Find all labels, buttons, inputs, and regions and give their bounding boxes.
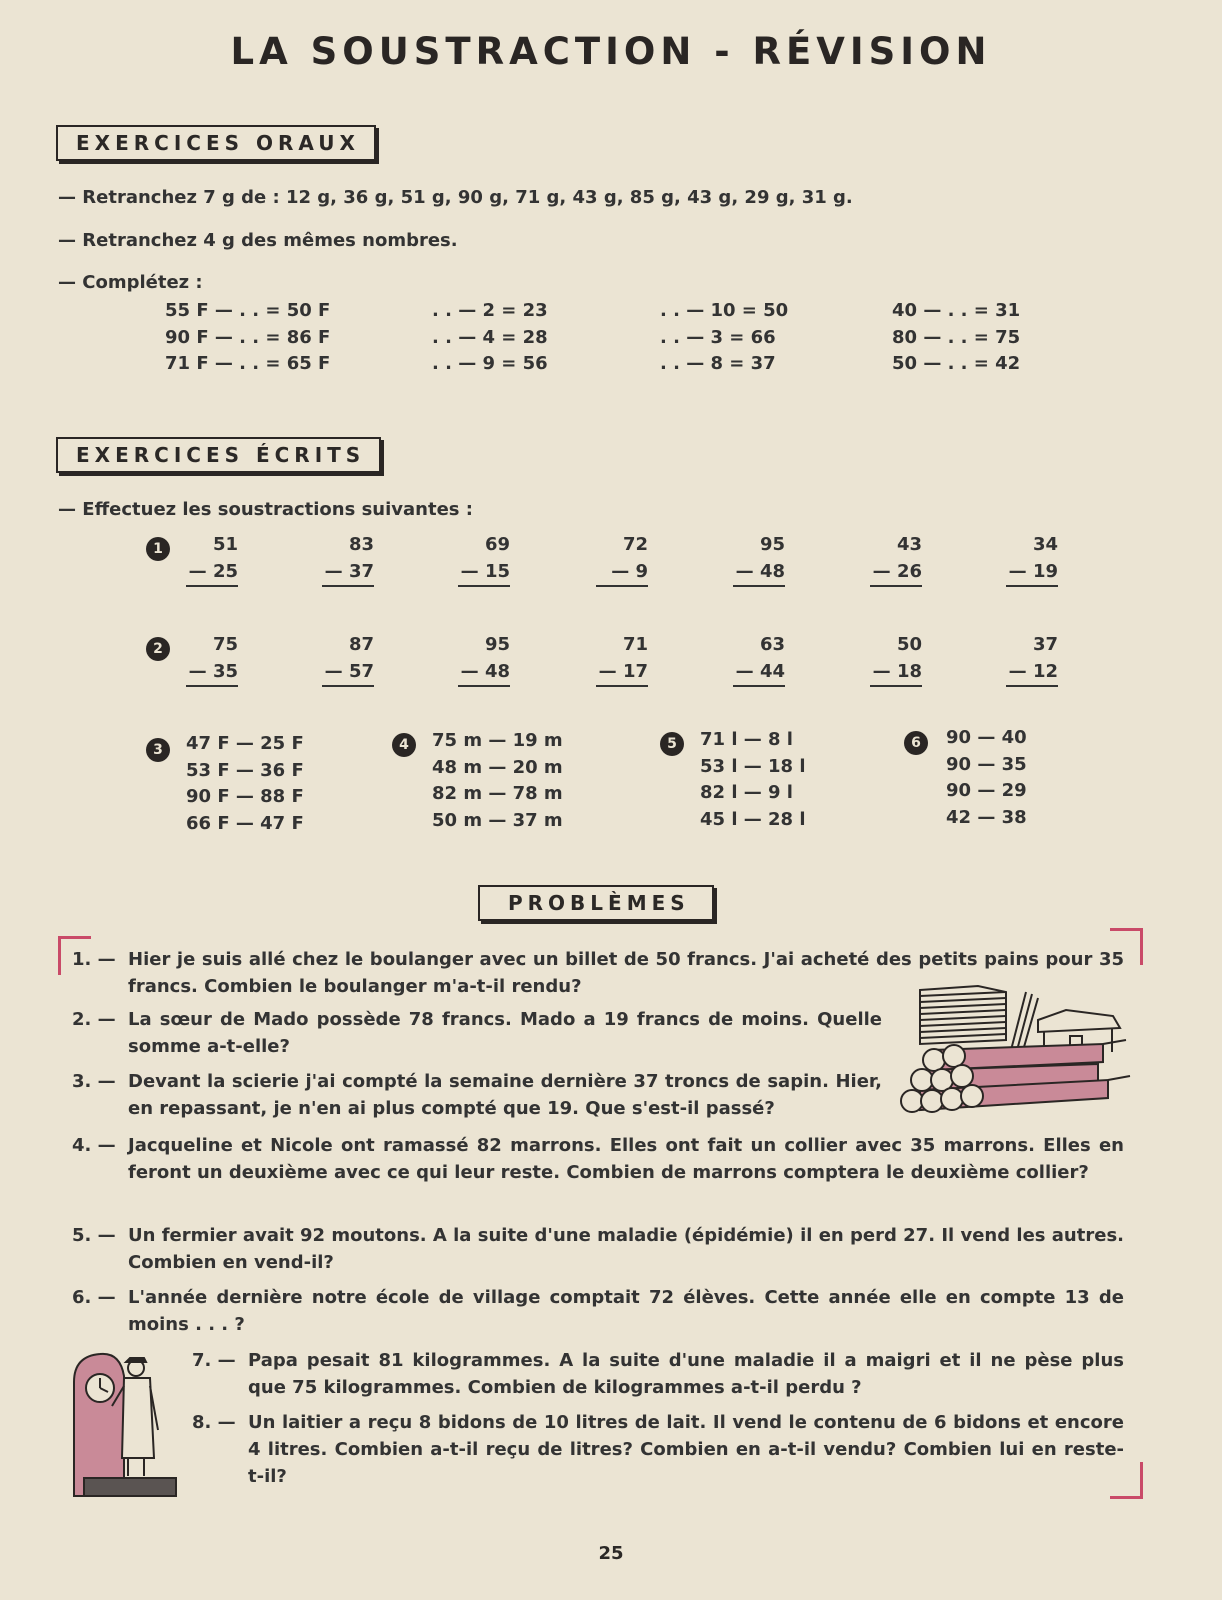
subtraction-2-3: 95 — 48 <box>458 631 510 687</box>
exercise-badge-2: 2 <box>146 637 170 661</box>
sawmill-logs-illustration <box>898 980 1138 1120</box>
ecrits-intro: — Effectuez les soustractions suivantes : <box>58 499 473 520</box>
completez-item: 40 — . . = 31 <box>892 300 1021 321</box>
subtraction-item: 66 F — 47 F <box>186 812 304 834</box>
subtraction-item: 90 F — 88 F <box>186 786 304 807</box>
completez-item: 90 F — . . = 86 F <box>165 326 331 348</box>
subtraction-1-5: 95 — 48 <box>733 531 785 587</box>
subtraction-item: 71 l — 8 l <box>700 729 793 750</box>
probleme-8: 8. — Un laitier a reçu 8 bidons de 10 litres de lait. Il vend le contenu de 6 bidons et encore 4 litres. Combien a-t-il reçu de litres? Combien en a-t-il vendu? Combien lui en reste-t-il? <box>192 1412 1124 1487</box>
completez-item: 71 F — . . = 65 F <box>165 353 331 374</box>
probleme-1: 1. — Hier je suis allé chez le boulanger avec un billet de 50 francs. J'ai acheté des petits pains pour 35 francs. Combien le boulanger m'a-t-il rendu? <box>72 949 1124 997</box>
completez-item: . . — 4 = 28 <box>432 326 548 348</box>
subtraction-item: 47 F — 25 F <box>186 733 304 754</box>
probleme-2: 2. — La sœur de Mado possède 78 francs. Mado a 19 francs de moins. Quelle somme a-t-elle? <box>72 1009 882 1057</box>
person-on-scale-illustration <box>66 1346 186 1506</box>
subtraction-1-3: 69 — 15 <box>458 531 510 587</box>
probleme-3: 3. — Devant la scierie j'ai compté la semaine dernière 37 troncs de sapin. Hier, en repassant, je n'en ai plus compté que 19. Que s'est-il passé? <box>72 1071 882 1119</box>
plank-stack <box>920 986 1006 1044</box>
subtraction-1-2: 83 — 37 <box>322 531 374 587</box>
section-header-problemes: PROBLÈMES <box>478 885 714 921</box>
completez-item: 55 F — . . = 50 F <box>165 300 331 321</box>
completez-item: . . — 2 = 23 <box>432 300 548 321</box>
subtraction-2-4: 71 — 17 <box>596 631 648 687</box>
subtraction-item: 42 — 38 <box>946 806 1027 828</box>
exercise-badge-5: 5 <box>660 732 684 756</box>
exercise-group-6 <box>946 725 1027 831</box>
subtraction-item: 53 l — 18 l <box>700 755 806 777</box>
subtraction-2-7: 37 — 12 <box>1006 631 1058 687</box>
exercise-badge-1: 1 <box>146 537 170 561</box>
subtraction-item: 90 — 29 <box>946 780 1027 801</box>
page-title: LA SOUSTRACTION - RÉVISION <box>230 30 992 73</box>
subtraction-item: 45 l — 28 l <box>700 808 806 830</box>
completez-column-2 <box>432 298 548 378</box>
subtraction-2-5: 63 — 44 <box>733 631 785 687</box>
subtraction-item: 75 m — 19 m <box>432 730 563 751</box>
oraux-line-2: — Retranchez 4 g des mêmes nombres. <box>58 230 458 251</box>
exercise-badge-6: 6 <box>904 731 928 755</box>
completez-item: 80 — . . = 75 <box>892 326 1021 348</box>
oraux-line-3: — Complétez : <box>58 272 203 293</box>
subtraction-item: 53 F — 36 F <box>186 759 304 781</box>
exercise-group-3 <box>186 731 304 837</box>
exercise-badge-3: 3 <box>146 738 170 762</box>
probleme-6: 6. — L'année dernière notre école de village comptait 72 élèves. Cette année elle en compte 13 de moins . . . ? <box>72 1287 1124 1335</box>
subtraction-item: 90 — 40 <box>946 727 1027 748</box>
probleme-7: 7. — Papa pesait 81 kilogrammes. A la suite d'une maladie il a maigri et il ne pèse plus que 75 kilogrammes. Combien de kilogrammes a-t-il perdu ? <box>192 1350 1124 1398</box>
exercise-group-4 <box>432 728 563 834</box>
subtraction-2-6: 50 — 18 <box>870 631 922 687</box>
completez-item: . . — 3 = 66 <box>660 326 776 348</box>
completez-item: . . — 8 = 37 <box>660 353 776 374</box>
subtraction-item: 50 m — 37 m <box>432 809 563 831</box>
subtraction-item: 48 m — 20 m <box>432 756 563 778</box>
exercise-badge-4: 4 <box>392 733 416 757</box>
probleme-4: 4. — Jacqueline et Nicole ont ramassé 82 marrons. Elles ont fait un collier avec 35 marrons. Elles en feront un deuxième avec ce qui leur reste. Combien de marrons comptera le deuxième collier? <box>72 1135 1124 1183</box>
completez-column-4 <box>892 298 1020 378</box>
completez-item: . . — 9 = 56 <box>432 353 548 374</box>
subtraction-1-7: 34 — 19 <box>1006 531 1058 587</box>
exercise-group-5 <box>700 727 806 833</box>
subtraction-1-6: 43 — 26 <box>870 531 922 587</box>
completez-column-1 <box>165 298 330 378</box>
subtraction-item: 82 l — 9 l <box>700 782 793 803</box>
section-header-ecrits: EXERCICES ÉCRITS <box>56 437 381 473</box>
page-number: 25 <box>598 1543 624 1564</box>
completez-column-3 <box>660 298 788 378</box>
subtraction-item: 82 m — 78 m <box>432 783 563 804</box>
subtraction-1-4: 72 — 9 <box>596 531 648 587</box>
completez-item: . . — 10 = 50 <box>660 300 789 321</box>
probleme-5: 5. — Un fermier avait 92 moutons. A la suite d'une maladie (épidémie) il en perd 27. Il vend les autres. Combien en vend-il? <box>72 1225 1124 1273</box>
oraux-line-1: — Retranchez 7 g de : 12 g, 36 g, 51 g, 90 g, 71 g, 43 g, 85 g, 43 g, 29 g, 31 g. <box>58 187 853 208</box>
subtraction-item: 90 — 35 <box>946 753 1027 775</box>
subtraction-2-1: 75 — 35 <box>186 631 238 687</box>
subtraction-2-2: 87 — 57 <box>322 631 374 687</box>
section-header-oraux: EXERCICES ORAUX <box>56 125 376 161</box>
subtraction-1-1: 51 — 25 <box>186 531 238 587</box>
completez-item: 50 — . . = 42 <box>892 353 1021 374</box>
